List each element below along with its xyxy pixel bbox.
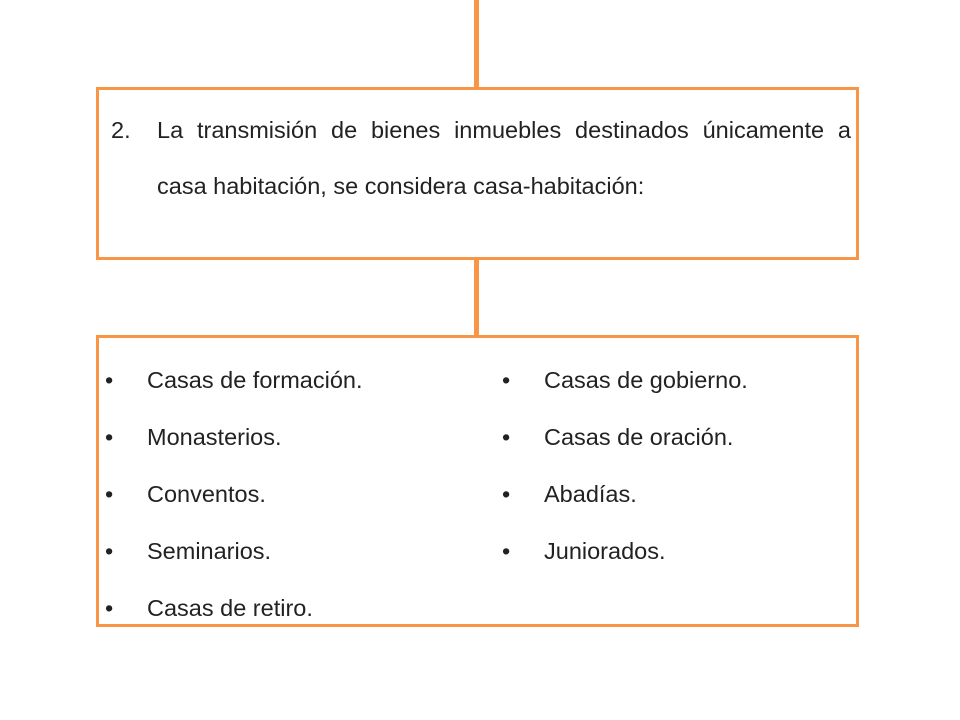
top-connector-line [474,0,479,88]
right-column-list [502,352,748,580]
middle-connector-line [474,258,479,336]
heading-item [111,102,851,214]
list-item [105,466,363,523]
bullet-icon: • [105,424,114,450]
bullet-icon: • [502,538,511,564]
heading-number: 2. [111,117,131,143]
list-box [96,335,859,627]
list-item-label: Casas de oración. [544,424,734,450]
list-item [105,409,363,466]
list-item-label: Casas de formación. [147,367,363,393]
bullet-icon: • [502,367,511,393]
bullet-icon: • [105,538,114,564]
heading-text: La transmisión de bienes inmuebles destinados únicamente a casa habitación, se considera casa-habitación: [157,117,851,199]
bullet-icon: • [502,424,511,450]
list-item-label: Monasterios. [147,424,282,450]
bullet-icon: • [105,481,114,507]
list-item [502,352,748,409]
list-item [105,352,363,409]
list-item [502,409,748,466]
list-item [502,466,748,523]
bullet-icon: • [105,367,114,393]
left-column-list [105,352,363,637]
list-item [502,523,748,580]
bullet-icon: • [502,481,511,507]
list-item [105,523,363,580]
list-item-label: Juniorados. [544,538,666,564]
bullet-icon: • [105,595,114,621]
list-item-label: Conventos. [147,481,266,507]
list-item-label: Seminarios. [147,538,272,564]
list-item-label: Abadías. [544,481,637,507]
list-item-label: Casas de retiro. [147,595,313,621]
list-item-label: Casas de gobierno. [544,367,748,393]
list-item [105,580,363,637]
heading-box [96,87,859,260]
